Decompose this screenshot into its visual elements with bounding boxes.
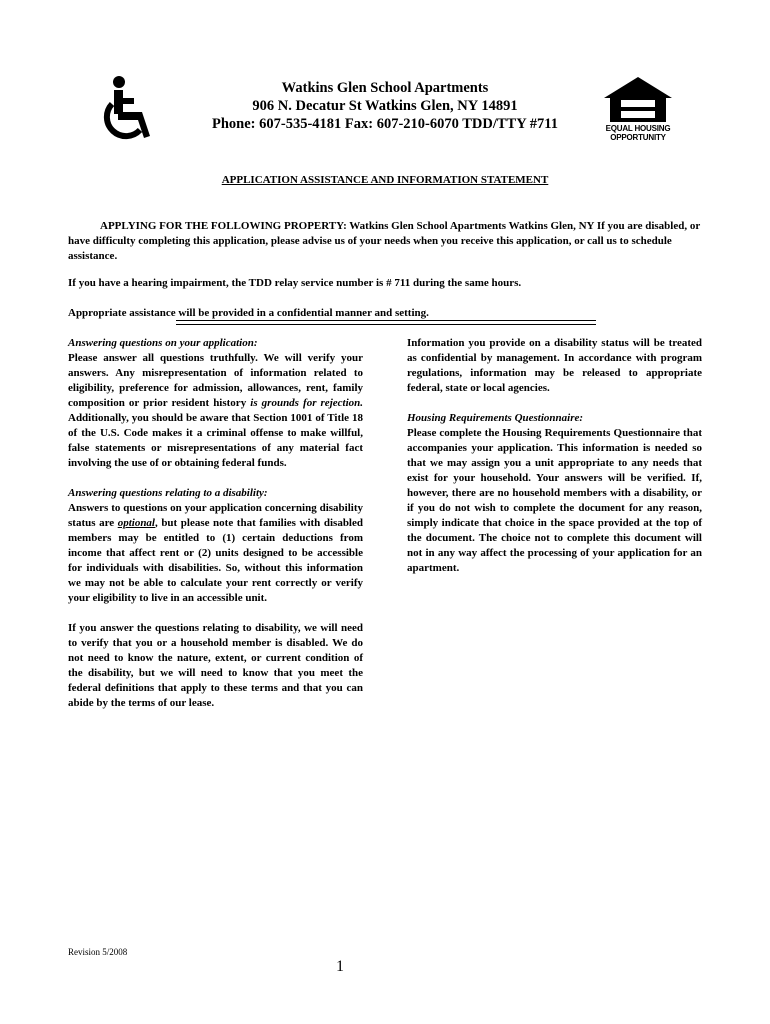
document-title: APPLICATION ASSISTANCE AND INFORMATION STATEMENT	[221, 174, 549, 186]
eho-line1: EQUAL HOUSING	[605, 124, 671, 133]
verification-paragraph: If you answer the questions relating to disability, we will need to verify that you or a household member is disabled. We do not need to know the nature, extent, or current condition of the disability, but we will need to know that you meet the federal definitions that apply to these terms and that you can abide by the terms of our lease.	[68, 622, 363, 709]
disability-questions-section	[68, 486, 363, 606]
eho-line2: OPPORTUNITY	[610, 132, 666, 142]
page-number: 1	[336, 958, 344, 975]
applying-paragraph: APPLYING FOR THE FOLLOWING PROPERTY: Watkins Glen School Apartments Watkins Glen, NY If you are disabled, or have difficulty completing this application, please advise us of your needs when you receive this application, or call us to schedule assistance.	[68, 220, 701, 262]
property-name: Watkins Glen School Apartments	[281, 80, 489, 96]
property-address: 906 N. Decatur St Watkins Glen, NY 14891	[252, 98, 518, 114]
section-heading-disability: Answering questions relating to a disability:	[68, 487, 268, 499]
section-heading-questionnaire: Housing Requirements Questionnaire:	[407, 412, 584, 424]
right-column	[407, 336, 702, 591]
property-contact: Phone: 607-535-4181 Fax: 607-210-6070 TDD/TTY #711	[212, 116, 558, 132]
questionnaire-section	[407, 411, 702, 576]
hearing-paragraph: If you have a hearing impairment, the TDD relay service number is # 711 during the same hours.	[68, 277, 522, 289]
revision-label: Revision 5/2008	[68, 947, 128, 957]
equal-housing-opportunity-icon	[600, 74, 676, 146]
emphasis-text: is grounds for rejection.	[250, 397, 363, 409]
confidentiality-paragraph: Information you provide on a disability status will be treated as confidential by management. In accordance with program regulations, information may be released to appropriate federal, state or local agencies.	[407, 337, 702, 394]
paragraph-text: , but please note that families with disabled members may be entitled to (1) certain deductions from income that affect rent or (2) units designed to be accessible for individuals with disabilities. So, without this information we may not be able to calculate your rent correctly or verify your eligibility to live in an accessible unit.	[68, 517, 363, 604]
paragraph-text: Additionally, you should be aware that Section 1001 of Title 18 of the U.S. Code makes it a criminal offense to make willful, false statements or misrepresentations of any material fact involving the use of or obtaining federal funds.	[68, 412, 363, 469]
double-rule-divider	[176, 320, 596, 325]
paragraph-text: Please complete the Housing Requirements Questionnaire that accompanies your application. This information is needed so that we may assign you a unit appropriate to any needs that exist for your household. Your answers will be verified. If, however, there are no household members with a disability, or if you do not wish to complete the document for any reason, simply indicate that choice in the space provided at the top of the document. The choice not to complete this document will not in any way affect the processing of your application for an apartment.	[407, 427, 702, 574]
left-column	[68, 336, 363, 726]
property-header	[160, 79, 610, 133]
paragraph-text: Please answer all questions truthfully. We will verify your answers. Any misrepresentation of information related to eligibility, preference for admission, allowances, rent, family composition or prior resident history	[68, 352, 363, 409]
section-heading-application: Answering questions on your application:	[68, 337, 258, 349]
application-questions-section	[68, 336, 363, 471]
paragraph-text: Answers to questions on your application concerning disability status are	[68, 502, 363, 529]
wheelchair-accessibility-icon	[100, 74, 160, 144]
assistance-paragraph: Appropriate assistance will be provided in a confidential manner and setting.	[68, 307, 429, 319]
emphasis-text: optional	[117, 517, 155, 529]
